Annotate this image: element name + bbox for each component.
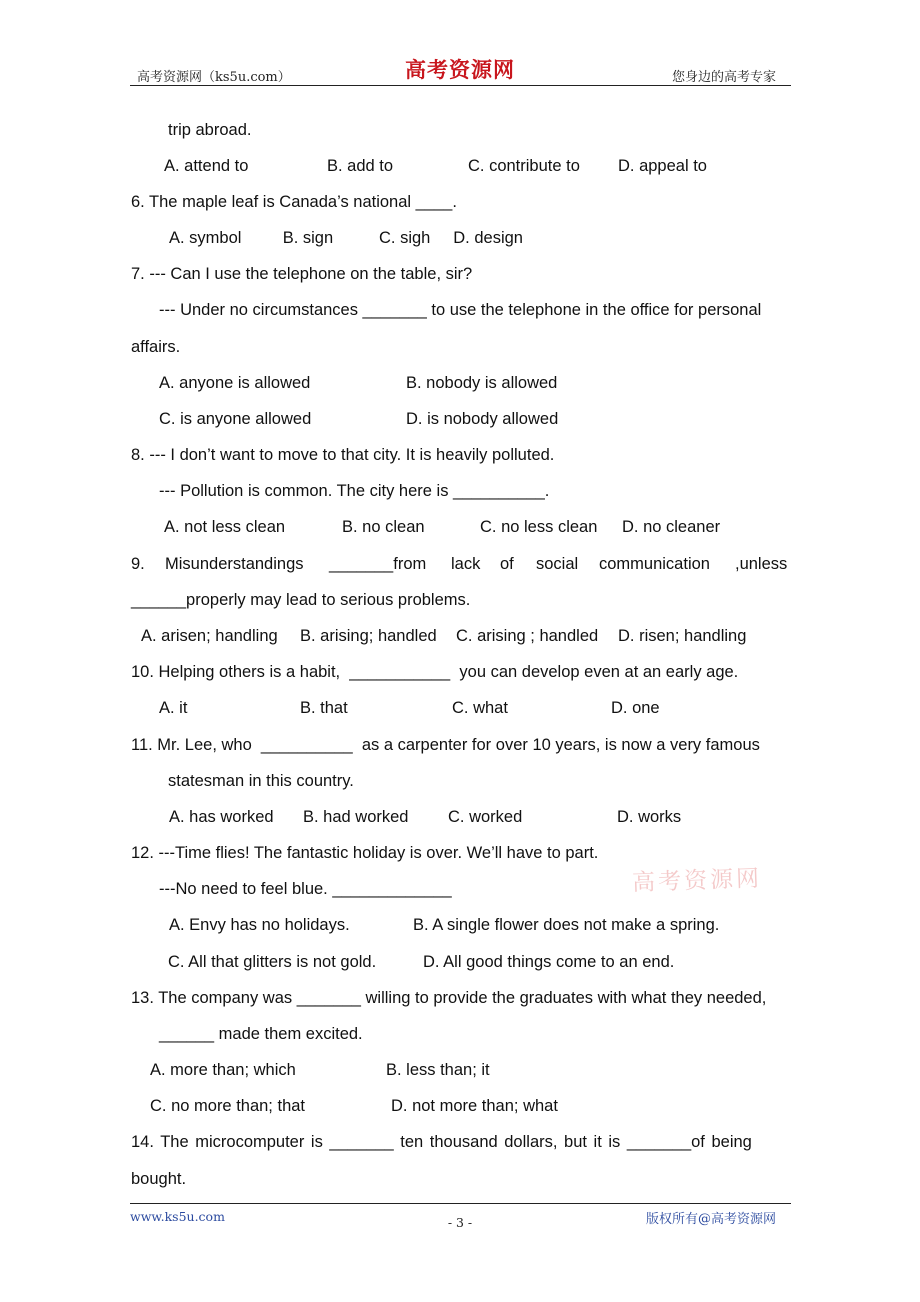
q5-option-a: A. attend to — [164, 157, 249, 175]
q9-word: _______from — [329, 555, 427, 573]
q7-option-a: A. anyone is allowed — [159, 374, 311, 392]
q7-line3: affairs. — [131, 338, 181, 356]
q9-line2: ______properly may lead to serious problems. — [131, 591, 471, 609]
page-number: - 3 - — [447, 1215, 473, 1230]
header-slogan: 您身边的高考专家 — [672, 70, 777, 85]
q12-option-d: D. All good things come to an end. — [423, 953, 675, 971]
q9-option-d: D. risen; handling — [618, 627, 747, 645]
q13-line2: ______ made them excited. — [159, 1025, 363, 1043]
q13-option-d: D. not more than; what — [391, 1097, 558, 1115]
q7-stem: 7. --- Can I use the telephone on the table, sir? — [131, 265, 473, 283]
header-logo: 高考资源网 — [405, 57, 515, 82]
q5-continuation: trip abroad. — [168, 121, 252, 139]
q9-word: of — [500, 555, 514, 573]
q7-option-b: B. nobody is allowed — [406, 374, 558, 392]
q8-option-d: D. no cleaner — [622, 518, 721, 536]
header-rule — [130, 85, 791, 86]
q11-option-b: B. had worked — [303, 808, 409, 826]
q7-line2: --- Under no circumstances _______ to use the telephone in the office for personal — [159, 301, 762, 319]
q9-option-a: A. arisen; handling — [141, 627, 278, 645]
q12-stem: 12. ---Time flies! The fantastic holiday is over. We’ll have to part. — [131, 844, 599, 862]
q11-line2: statesman in this country. — [168, 772, 354, 790]
q14-line2: bought. — [131, 1170, 187, 1188]
q13-option-c: C. no more than; that — [150, 1097, 306, 1115]
q8-option-c: C. no less clean — [480, 518, 598, 536]
q7-option-d: D. is nobody allowed — [406, 410, 559, 428]
q13-option-b: B. less than; it — [386, 1061, 490, 1079]
q9-word: Misunderstandings — [165, 555, 304, 573]
q11-option-d: D. works — [617, 808, 682, 826]
q13-stem: 13. The company was _______ willing to provide the graduates with what they needed, — [131, 989, 767, 1007]
q11-option-a: A. has worked — [169, 808, 274, 826]
q9-word: communication — [599, 555, 710, 573]
q7-option-c: C. is anyone allowed — [159, 410, 312, 428]
q9-word: ,unless — [735, 555, 788, 573]
q10-stem: 10. Helping others is a habit, ___________ you can develop even at an early age. — [131, 663, 739, 681]
q9-option-c: C. arising ; handled — [456, 627, 599, 645]
q8-option-a: A. not less clean — [164, 518, 286, 536]
q5-option-c: C. contribute to — [468, 157, 580, 175]
q9-option-b: B. arising; handled — [300, 627, 437, 645]
q9-word: lack — [451, 555, 481, 573]
q11-stem: 11. Mr. Lee, who __________ as a carpenter for over 10 years, is now a very famous — [131, 736, 760, 754]
footer-site-link[interactable]: www.ks5u.com — [130, 1209, 225, 1224]
q10-option-b: B. that — [300, 699, 348, 717]
q8-line2: --- Pollution is common. The city here is __________. — [159, 482, 550, 500]
q14-stem: 14. The microcomputer is _______ ten thousand dollars, but it is _______of being — [131, 1133, 752, 1151]
header-site-name: 高考资源网（ks5u.com） — [137, 70, 291, 85]
q8-stem: 8. --- I don’t want to move to that city. It is heavily polluted. — [131, 446, 555, 464]
q10-option-c: C. what — [452, 699, 508, 717]
q10-option-d: D. one — [611, 699, 660, 717]
q12-line2: ---No need to feel blue. _____________ — [159, 880, 452, 898]
q9-word: social — [536, 555, 579, 573]
q13-option-a: A. more than; which — [150, 1061, 296, 1079]
q5-option-d: D. appeal to — [618, 157, 707, 175]
q5-option-b: B. add to — [327, 157, 394, 175]
q12-option-c: C. All that glitters is not gold. — [168, 953, 377, 971]
q12-option-b: B. A single flower does not make a spring. — [413, 916, 720, 934]
q12-option-a: A. Envy has no holidays. — [169, 916, 350, 934]
q10-option-a: A. it — [159, 699, 188, 717]
q8-option-b: B. no clean — [342, 518, 425, 536]
q6-stem: 6. The maple leaf is Canada’s national ____. — [131, 193, 457, 211]
q6-options: A. symbol B. sign C. sigh D. design — [169, 229, 523, 247]
footer-copyright: 版权所有@高考资源网 — [646, 1212, 777, 1227]
watermark-logo: 高考资源网 — [631, 865, 763, 897]
footer-rule — [130, 1203, 791, 1204]
q11-option-c: C. worked — [448, 808, 523, 826]
q9-word: 9. — [131, 555, 145, 573]
